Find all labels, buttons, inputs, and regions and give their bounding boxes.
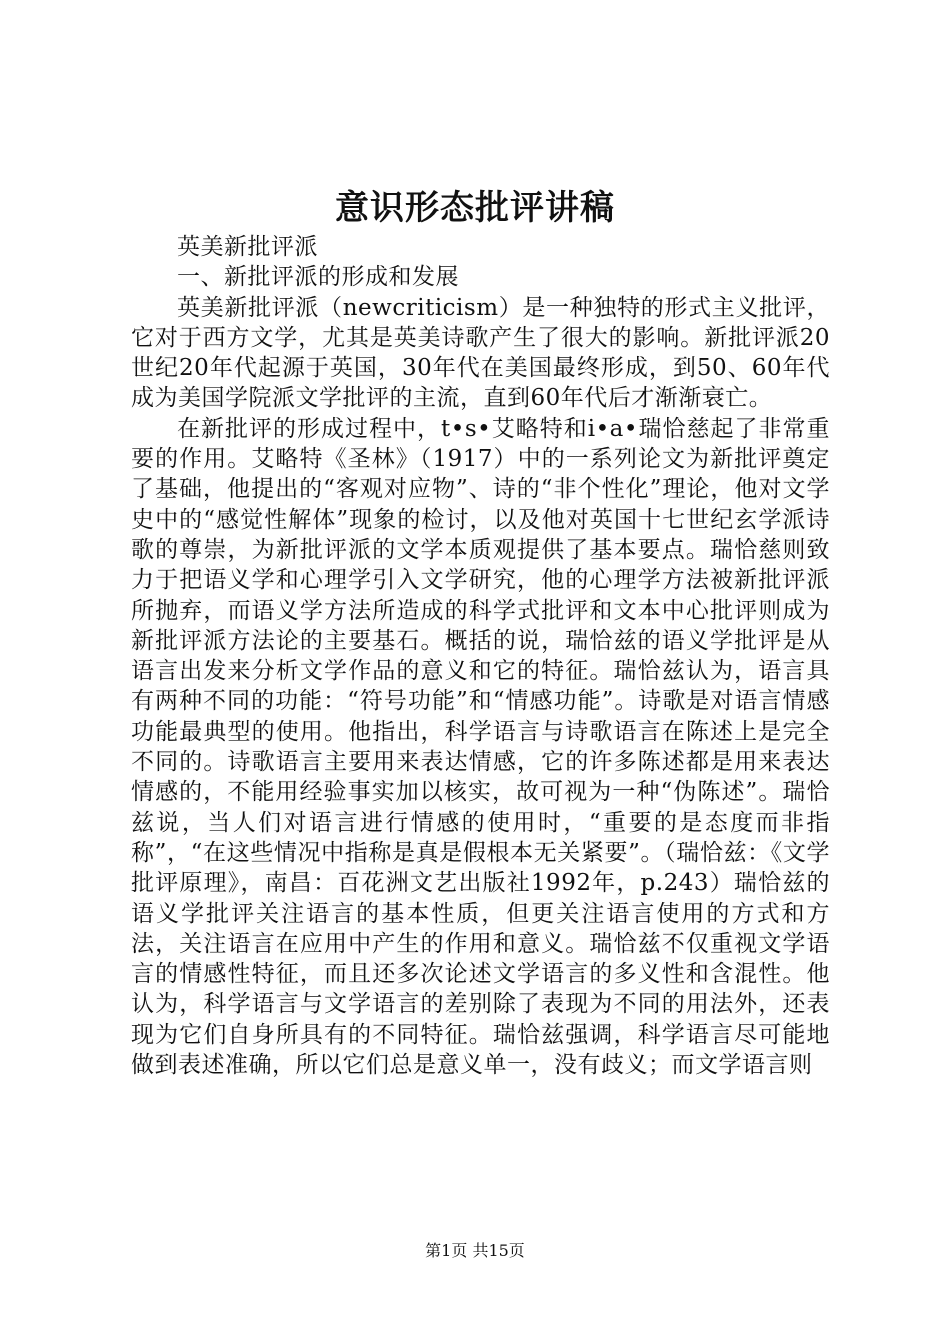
document-body bbox=[131, 232, 830, 1080]
section-heading: 英美新批评派 bbox=[177, 234, 318, 260]
page-number: 第1页 共15页 bbox=[425, 1241, 525, 1260]
body-paragraph: 英美新批评派（newcriticism）是一种独特的形式主义批评，它对于西方文学，尤其是英美诗歌产生了很大的影响。新批评派20世纪20年代起源于英国，30年代在美国最终形成，到50、60年代成为美国学院派文学批评的主流，直到60年代后才渐渐衰亡。 bbox=[131, 294, 830, 412]
document-title: 意识形态批评讲稿 bbox=[335, 188, 615, 228]
body-paragraph: 在新批评的形成过程中，t•s•艾略特和i•a•瑞恰慈起了非常重要的作用。艾略特《圣林》（1917）中的一系列论文为新批评奠定了基础，他提出的“客观对应物”、诗的“非个性化”理论，他对文学史中的“感觉性解体”现象的检讨，以及他对英国十七世纪玄学派诗歌的尊崇，为新批评派的文学本质观提供了基本要点。瑞恰慈则致力于把语义学和心理学引入文学研究，他的心理学方法被新批评派所抛弃，而语义学方法所造成的科学式批评和文本中心批评则成为新批评派方法论的主要基石。概括的说，瑞恰兹的语义学批评是从语言出发来分析文学作品的意义和它的特征。瑞恰兹认为，语言具有两种不同的功能：“符号功能”和“情感功能”。诗歌是对语言情感功能最典型的使用。他指出，科学语言与诗歌语言在陈述上是完全不同的。诗歌语言主要用来表达情感，它的许多陈述都是用来表达情感的，不能用经验事实加以核实，故可视为一种“伪陈述”。瑞恰兹说，当人们对语言进行情感的使用时，“重要的是态度而非指称”，“在这些情况中指称是真是假根本无关紧要”。（瑞恰兹：《文学批评原理》，南昌：百花洲文艺出版社1992年，p.243）瑞恰兹的语义学批评关注语言的基本性质，但更关注语言使用的方式和方法，关注语言在应用中产生的作用和意义。瑞恰兹不仅重视文学语言的情感性特征，而且还多次论述文学语言的多义性和含混性。他认为，科学语言与文学语言的差别除了表现为不同的用法外，还表现为它们自身所具有的不同特征。瑞恰兹强调，科学语言尽可能地做到表述准确，所以它们总是意义单一，没有歧义；而文学语言则 bbox=[131, 415, 830, 1079]
subsection-heading: 一、新批评派的形成和发展 bbox=[177, 264, 459, 291]
